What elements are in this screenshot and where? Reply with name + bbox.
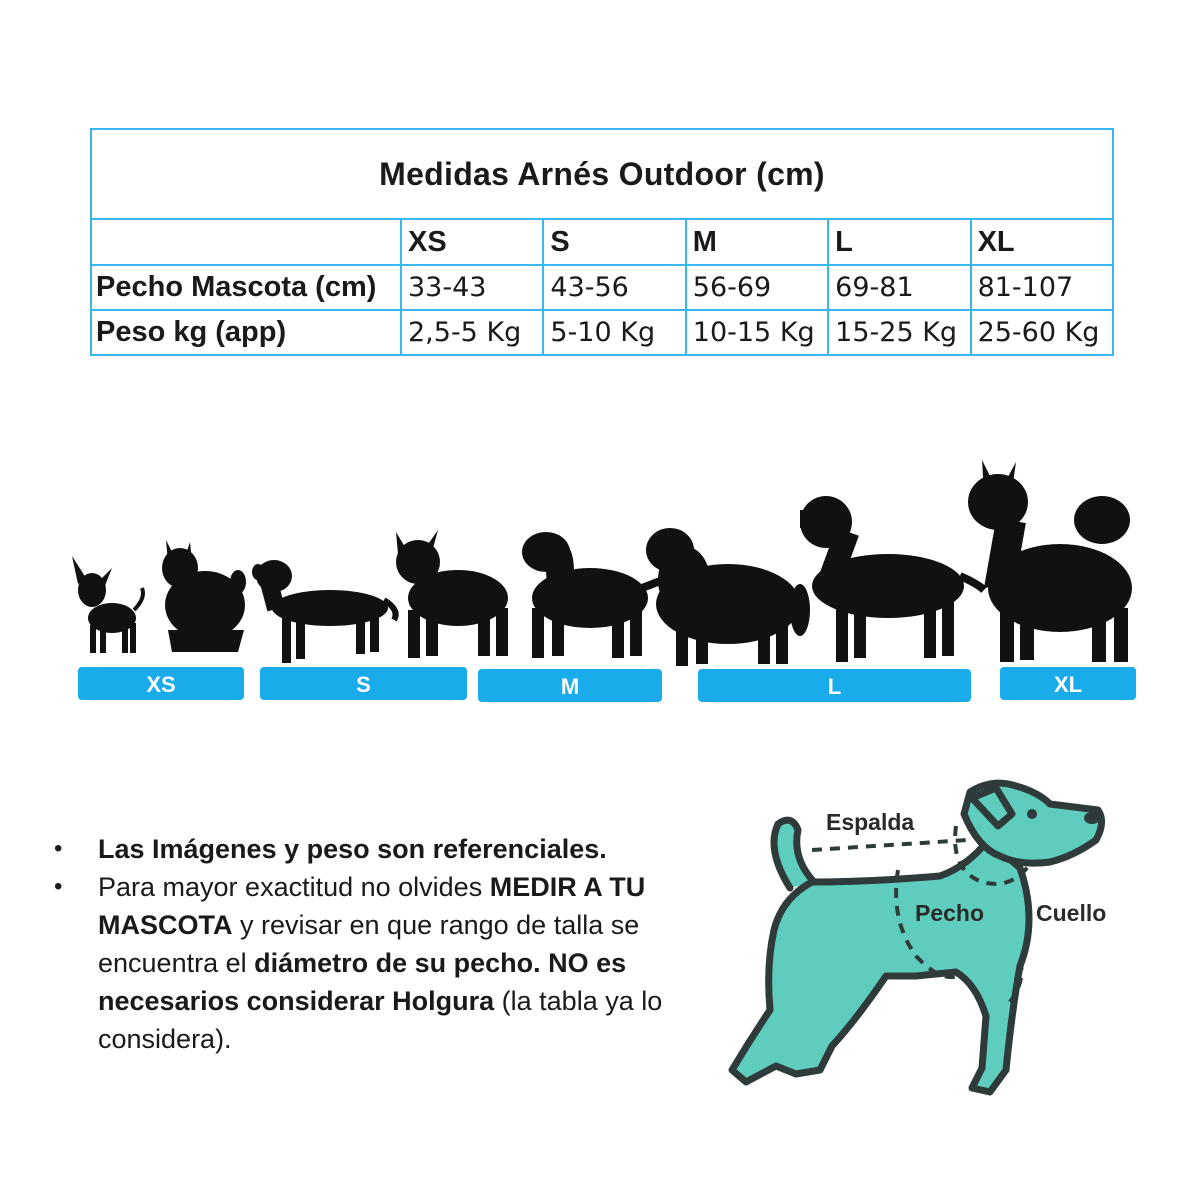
table-header-empty bbox=[91, 219, 401, 265]
note-text-bold: MEDIR A TU MASCOTA bbox=[98, 872, 646, 940]
dog-tail-shape bbox=[774, 820, 814, 888]
yorkie-silhouette bbox=[162, 540, 246, 652]
diagram-label-back: Espalda bbox=[826, 809, 915, 835]
bulldog-silhouette bbox=[396, 530, 508, 658]
dog-body-shape bbox=[732, 840, 1029, 1092]
table-header-xl: XL bbox=[971, 219, 1113, 265]
note-text: Para mayor exactitud no olvides bbox=[98, 872, 490, 902]
size-pill-xl: XL bbox=[1000, 667, 1136, 700]
note-item bbox=[52, 830, 702, 868]
dachshund-silhouette bbox=[252, 560, 396, 663]
labrador-silhouette bbox=[800, 496, 984, 662]
table-cell: 56-69 bbox=[686, 265, 828, 310]
note-item bbox=[52, 868, 702, 1058]
table-header-m: M bbox=[686, 219, 828, 265]
measure-dog-diagram bbox=[720, 770, 1120, 1110]
dog-eye bbox=[1027, 809, 1037, 819]
collie-silhouette bbox=[646, 528, 810, 666]
table-cell: 81-107 bbox=[971, 265, 1113, 310]
dog-silhouettes bbox=[0, 440, 1200, 670]
akita-silhouette bbox=[968, 460, 1132, 662]
chihuahua-silhouette bbox=[72, 556, 143, 653]
diagram-label-neck: Cuello bbox=[1036, 900, 1107, 926]
back-measure-line bbox=[812, 840, 968, 850]
note-text: y revisar en que rango de talla se encuentra el bbox=[98, 910, 640, 978]
table-cell: 2,5-5 Kg bbox=[401, 310, 543, 355]
size-pill-l: L bbox=[698, 669, 971, 702]
size-table bbox=[90, 128, 1114, 356]
table-cell: 15-25 Kg bbox=[828, 310, 970, 355]
dog-nose bbox=[1084, 812, 1100, 824]
note-text: (la tabla ya lo considera). bbox=[98, 986, 663, 1054]
notes-list bbox=[52, 830, 702, 1058]
diagram-label-chest: Pecho bbox=[915, 900, 985, 926]
table-row-chest bbox=[91, 265, 1113, 310]
table-cell: 10-15 Kg bbox=[686, 310, 828, 355]
table-title: Medidas Arnés Outdoor (cm) bbox=[91, 129, 1113, 219]
size-pill-xs: XS bbox=[78, 667, 244, 700]
table-row-weight bbox=[91, 310, 1113, 355]
table-cell: 33-43 bbox=[401, 265, 543, 310]
row-label-chest: Pecho Mascota (cm) bbox=[91, 265, 401, 310]
table-header-s: S bbox=[543, 219, 685, 265]
table-header-l: L bbox=[828, 219, 970, 265]
size-pill-m: M bbox=[478, 669, 662, 702]
table-header-row bbox=[91, 219, 1113, 265]
row-label-weight: Peso kg (app) bbox=[91, 310, 401, 355]
table-cell: 5-10 Kg bbox=[543, 310, 685, 355]
note-text-bold: Las Imágenes y peso son referenciales. bbox=[98, 834, 607, 864]
table-cell: 43-56 bbox=[543, 265, 685, 310]
size-pill-s: S bbox=[260, 667, 467, 700]
table-header-xs: XS bbox=[401, 219, 543, 265]
note-text-bold: diámetro de su pecho. NO es necesarios considerar Holgura bbox=[98, 948, 627, 1016]
table-cell: 25-60 Kg bbox=[971, 310, 1113, 355]
table-cell: 69-81 bbox=[828, 265, 970, 310]
